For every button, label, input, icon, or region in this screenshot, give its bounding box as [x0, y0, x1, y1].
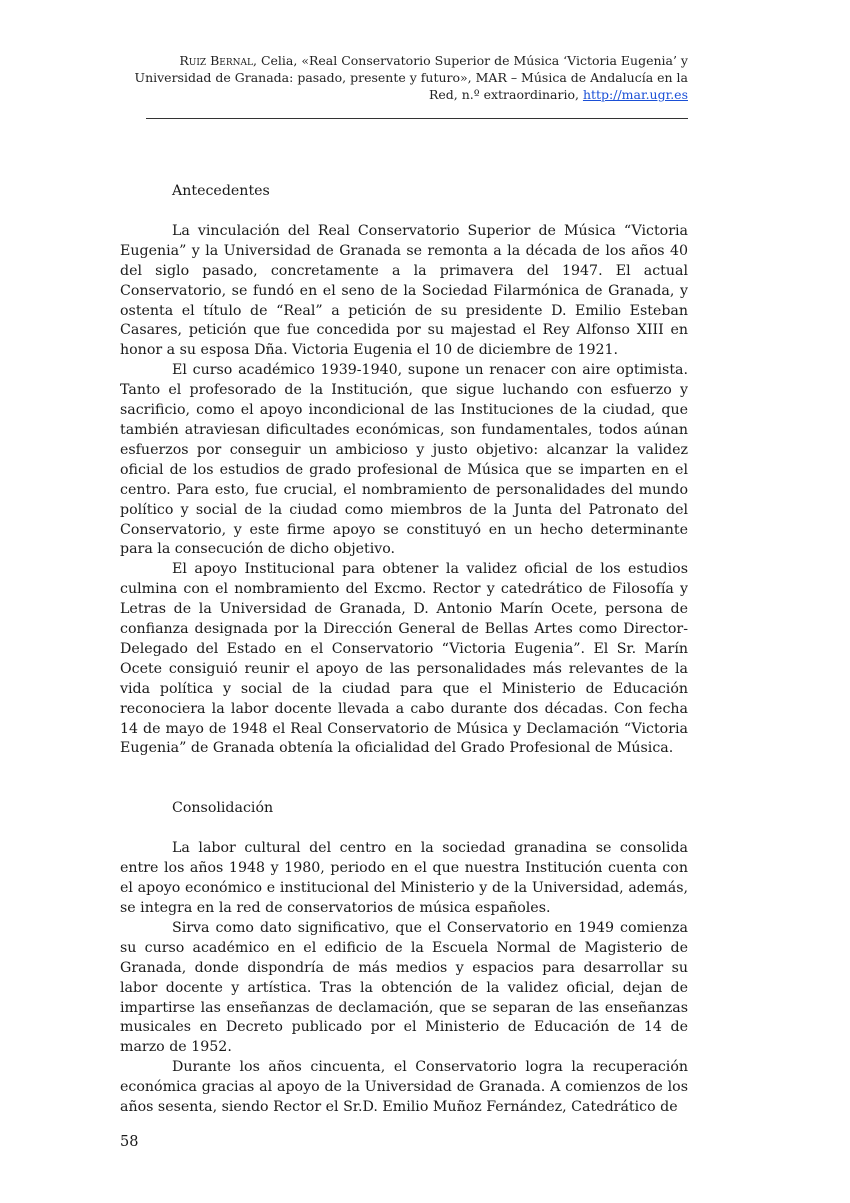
running-header-citation — [120, 52, 688, 103]
section-heading-consolidacion: Consolidación — [172, 800, 274, 817]
header-url-link[interactable]: http://mar.ugr.es — [582, 87, 688, 102]
body-text — [120, 182, 688, 1118]
paragraph: La vinculación del Real Conservatorio Superior de Música “Victoria Eugenia” y la Universidad de Granada se remonta a la década de los años 40 del siglo pasado, concretamente a la primavera del 1947. El actual Conservatorio, se fundó en el seno de la Sociedad Filarmónica de Granada, y ostenta el título de “Real” a petición de su presidente D. Emilio Esteban Casares, petición que fue concedida por su majestad el Rey Alfonso XIII en honor a su esposa Dña. Victoria Eugenia el 10 de diciembre de 1921. — [120, 222, 688, 359]
header-citation-text: , Celia, «Real Conservatorio Superior de Música ‘Victoria Eugenia’ y Universidad de Granada: pasado, presente y futuro», MAR – Música de Andalucía en la Red, n.º extraordinario, — [134, 53, 688, 102]
header-rule — [146, 118, 688, 119]
spacer — [120, 759, 688, 799]
paragraph: La labor cultural del centro en la sociedad granadina se consolida entre los años 1948 y 1980, periodo en el que nuestra Institución cuenta con el apoyo económico e institucional del Ministerio y de la Universidad, además, se integra en la red de conservatorios de música españoles. — [120, 840, 688, 916]
spacer — [120, 202, 688, 222]
paragraph: Sirva como dato significativo, que el Conservatorio en 1949 comienza su curso académico en el edificio de la Escuela Normal de Magisterio de Granada, donde dispondría de más medios y espacios para desarrollar su labor docente y artística. Tras la obtención de la validez oficial, dejan de impartirse las enseñanzas de declamación, que se separan de las enseñanzas musicales en Decreto publicado por el Ministerio de Educación de 14 de marzo de 1952. — [120, 919, 688, 1056]
page-number: 58 — [120, 1134, 139, 1150]
header-author: Ruiz Bernal — [179, 53, 254, 68]
paragraph: El apoyo Institucional para obtener la validez oficial de los estudios culmina con el nombramiento del Excmo. Rector y catedrático de Filosofía y Letras de la Universidad de Granada, D. Antonio Marín Ocete, persona de confianza designada por la Dirección General de Bellas Artes como Director-Delegado del Estado en el Conservatorio “Victoria Eugenia”. El Sr. Marín Ocete consiguió reunir el apoyo de las personalidades más relevantes de la vida política y social de la ciudad para que el Ministerio de Educación reconociera la labor docente llevada a cabo durante dos décadas. Con fecha 14 de mayo de 1948 el Real Conservatorio de Música y Declamación “Victoria Eugenia” de Granada obtenía la oficialidad del Grado Profesional de Música. — [120, 561, 688, 757]
paragraph: El curso académico 1939-1940, supone un renacer con aire optimista. Tanto el profesorado de la Institución, que sigue luchando con esfuerzo y sacrificio, como el apoyo incondicional de las Instituciones de la ciudad, que también atraviesan dificultades económicas, son fundamentales, todos aúnan esfuerzos por conseguir un ambicioso y justo objetivo: alcanzar la validez oficial de los estudios de grado profesional de Música que se imparten en el centro. Para esto, fue crucial, el nombramiento de personalidades del mundo político y social de la ciudad como miembros de la Junta del Patronato del Conservatorio, y este firme apoyo se constituyó en un hecho determinante para la consecución de dicho objetivo. — [120, 362, 688, 558]
spacer — [120, 819, 688, 839]
paragraph: Durante los años cincuenta, el Conservatorio logra la recuperación económica gracias al apoyo de la Universidad de Granada. A comienzos de los años sesenta, siendo Rector el Sr.D. Emilio Muñoz Fernández, Catedrático de — [120, 1059, 688, 1116]
section-heading-antecedentes: Antecedentes — [172, 183, 270, 199]
